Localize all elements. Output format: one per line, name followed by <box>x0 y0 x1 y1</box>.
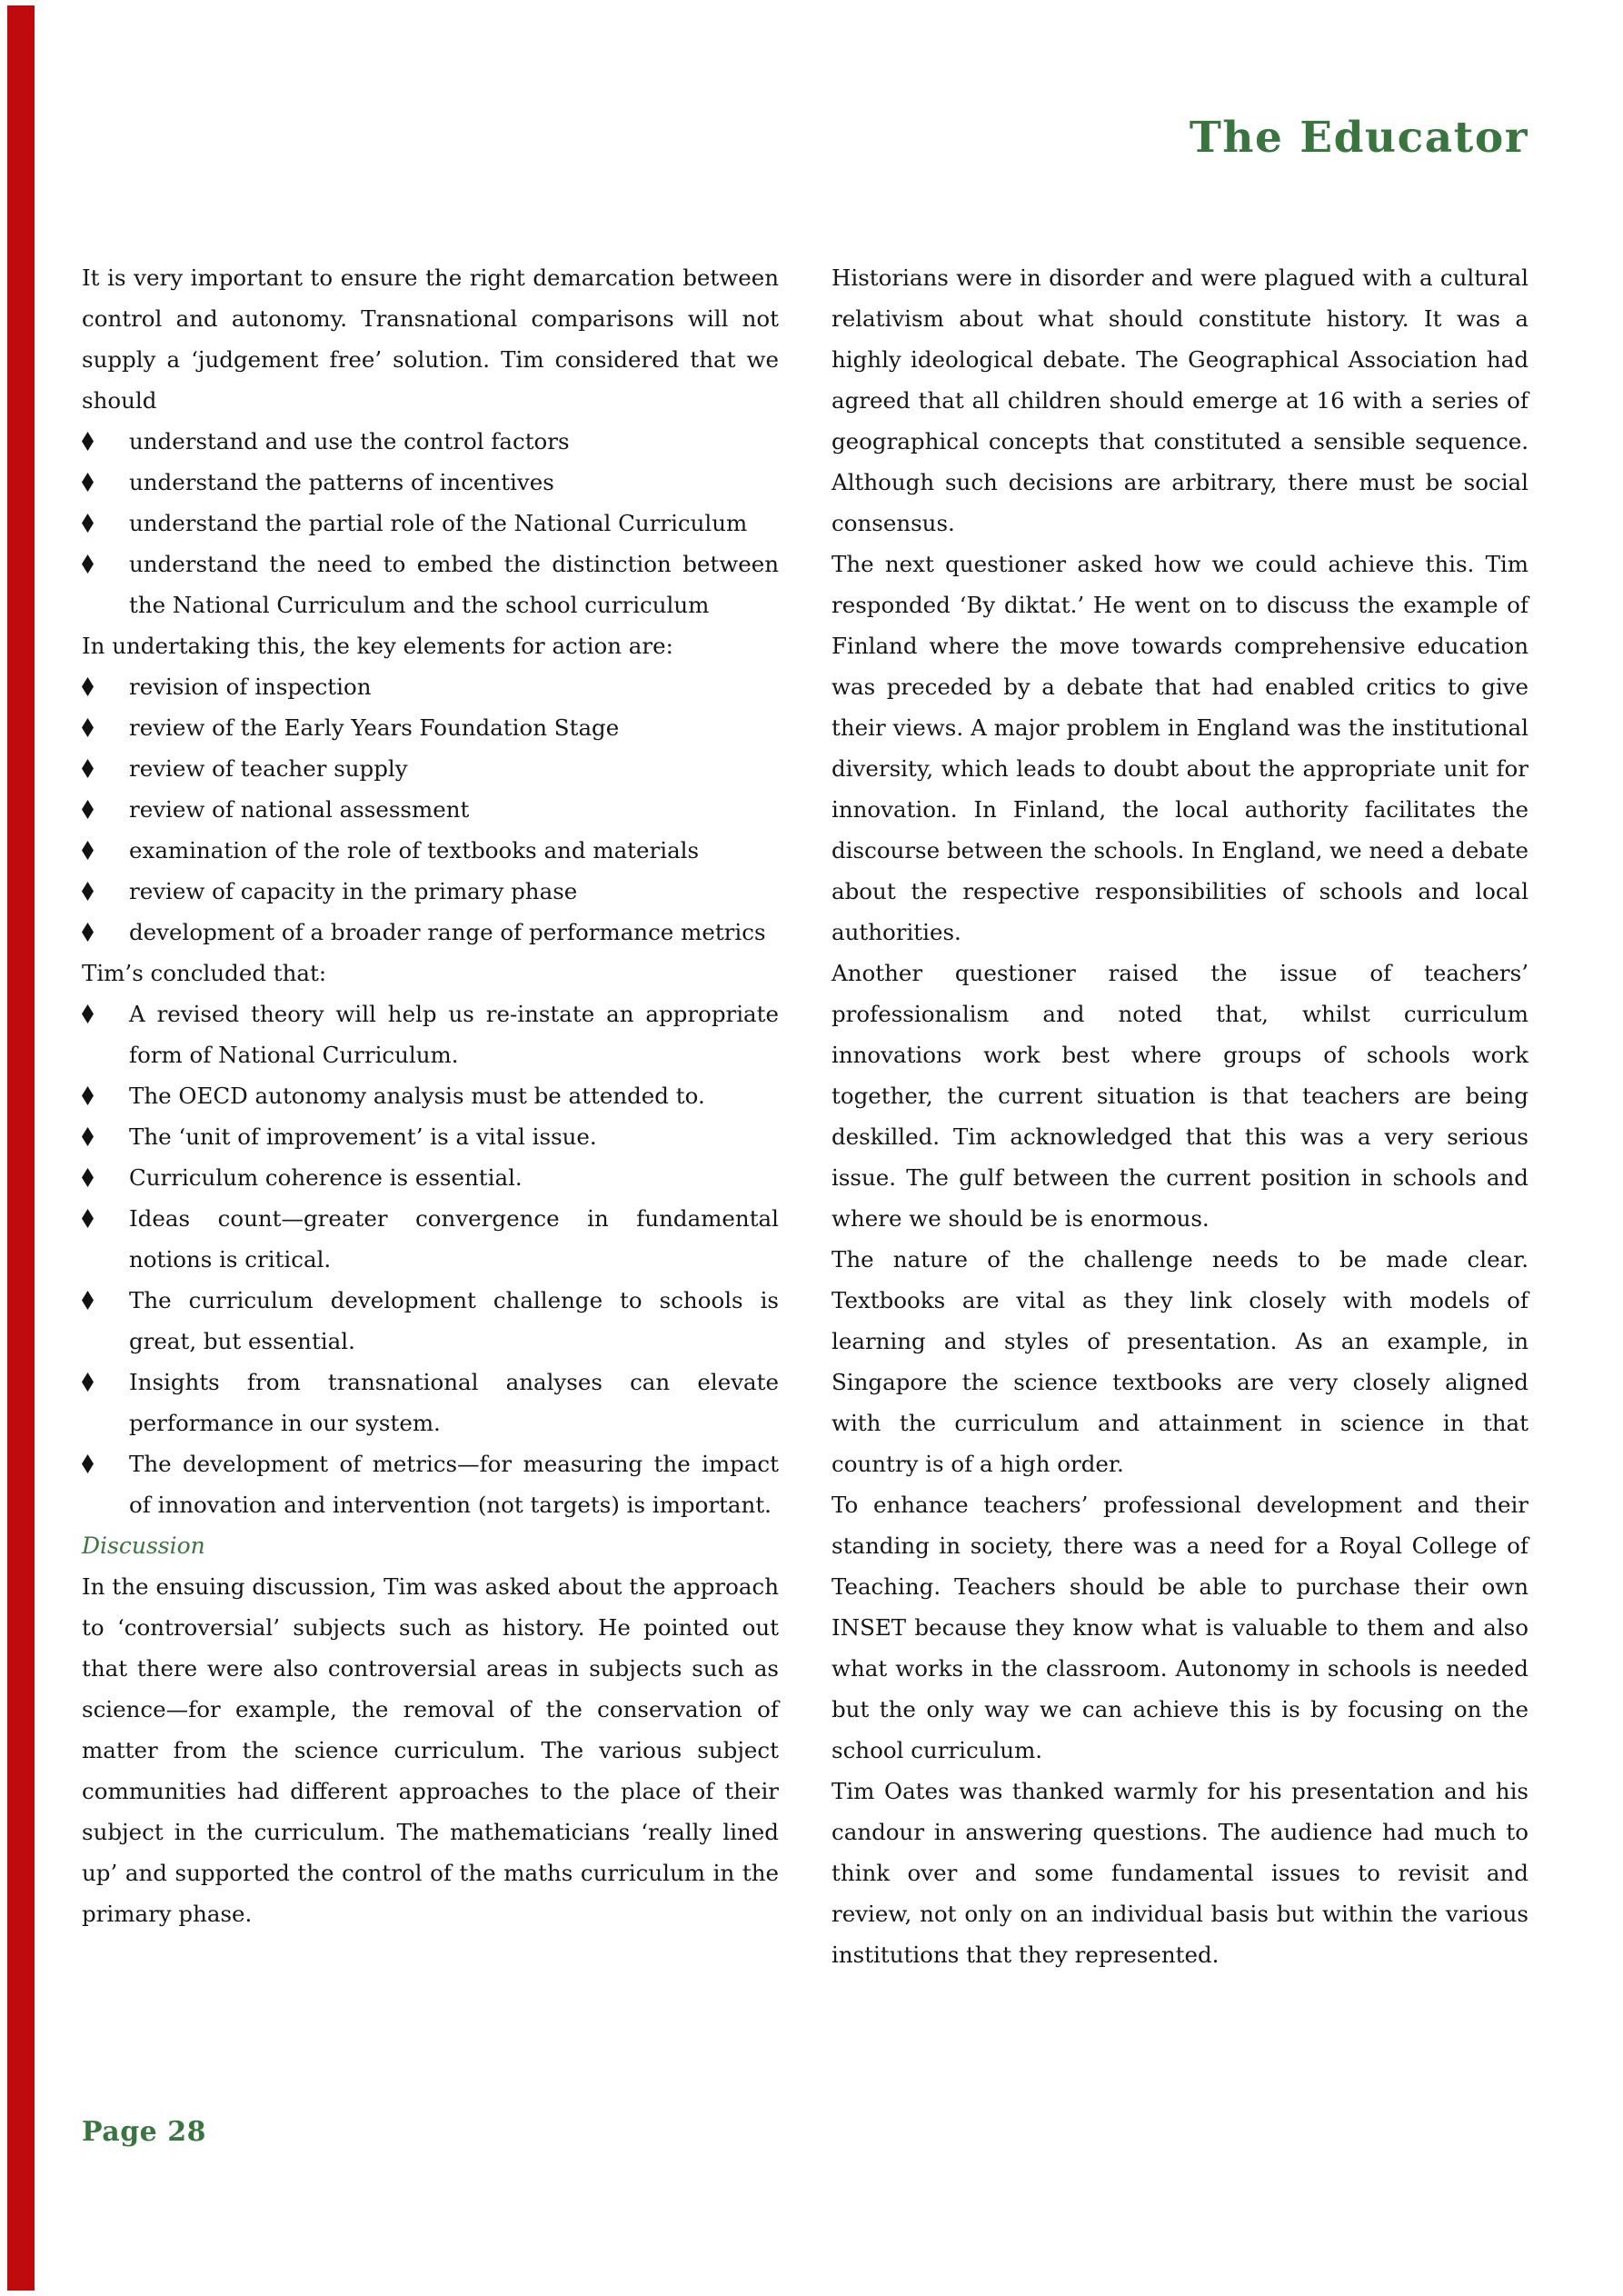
page-number: Page 28 <box>82 2116 206 2148</box>
bullet-text: The ‘unit of improvement’ is a vital issue. <box>129 1123 597 1150</box>
conclusions-lead: Tim’s concluded that: <box>82 960 327 986</box>
bullet-text: revision of inspection <box>129 674 372 700</box>
bullet-text: understand the patterns of incentives <box>129 469 554 495</box>
diamond-bullet-icon <box>82 432 94 451</box>
list-item <box>82 503 779 544</box>
diamond-bullet-icon <box>82 882 94 901</box>
bullet-text: A revised theory will help us re-instate an appropriate form of National Curriculum. <box>129 1001 779 1068</box>
bullet-text: understand the need to embed the distinction between the National Curriculum and the school curriculum <box>129 551 779 618</box>
diamond-bullet-icon <box>82 514 94 533</box>
diamond-bullet-icon <box>82 1086 94 1105</box>
two-column-body <box>82 257 1528 1975</box>
bullet-text: The development of metrics—for measuring the impact of innovation and intervention (not targets) is important. <box>129 1451 779 1518</box>
diamond-bullet-icon <box>82 1004 94 1023</box>
list-item <box>82 666 779 707</box>
bullet-text: The OECD autonomy analysis must be attended to. <box>129 1083 705 1109</box>
list-item <box>82 462 779 503</box>
bullet-text: examination of the role of textbooks and materials <box>129 837 700 863</box>
diamond-bullet-icon <box>82 554 94 574</box>
list-item <box>82 871 779 912</box>
bullet-text: development of a broader range of performance metrics <box>129 919 766 945</box>
list-item <box>82 1075 779 1116</box>
diamond-bullet-icon <box>82 473 94 492</box>
list-item <box>82 544 779 625</box>
list-item <box>82 912 779 953</box>
list-item <box>82 1157 779 1198</box>
diamond-bullet-icon <box>82 1373 94 1392</box>
actions-lead: In undertaking this, the key elements for action are: <box>82 633 673 659</box>
bullet-text: review of capacity in the primary phase <box>129 878 578 904</box>
bullet-text: The curriculum development challenge to schools is great, but essential. <box>129 1287 779 1354</box>
bullet-text: review of teacher supply <box>129 755 408 782</box>
bullet-list-actions <box>82 666 779 953</box>
paragraph: The next questioner asked how we could achieve this. Tim responded ‘By diktat.’ He went on to discuss the example of Finland where the move towards comprehensive education was preceded by a debate that had enabled critics to give their views. A major problem in England was the institutional diversity, which leads to doubt about the appropriate unit for innovation. In Finland, the local authority facilitates the discourse between the schools. In England, we need a debate about the respective responsibilities of schools and local authorities. <box>831 551 1528 945</box>
right-column <box>831 257 1528 1975</box>
diamond-bullet-icon <box>82 718 94 737</box>
list-item <box>82 1443 779 1525</box>
list-item <box>82 1280 779 1362</box>
list-item <box>82 707 779 748</box>
paragraph: The nature of the challenge needs to be made clear. Textbooks are vital as they link closely with models of learning and styles of presentation. As an example, in Singapore the science textbooks are very closely aligned with the curriculum and attainment in science in that country is of a high order. <box>831 1246 1528 1477</box>
bullet-text: Ideas count—greater convergence in fundamental notions is critical. <box>129 1205 779 1273</box>
bullet-list-understand <box>82 421 779 625</box>
bullet-list-conclusions <box>82 993 779 1525</box>
paragraph: Historians were in disorder and were plagued with a cultural relativism about what should constitute history. It was a highly ideological debate. The Geographical Association had agreed that all children should emerge at 16 with a series of geographical concepts that constituted a sensible sequence. Although such decisions are arbitrary, there must be social consensus. <box>831 265 1528 536</box>
paragraph: Tim Oates was thanked warmly for his presentation and his candour in answering questions. The audience had much to think over and some fundamental issues to revisit and review, not only on an individual basis but within the various institutions that they represented. <box>831 1778 1528 1968</box>
page-title: The Educator <box>1189 113 1528 163</box>
diamond-bullet-icon <box>82 1454 94 1473</box>
diamond-bullet-icon <box>82 841 94 860</box>
list-item <box>82 748 779 789</box>
diamond-bullet-icon <box>82 759 94 778</box>
diamond-bullet-icon <box>82 1209 94 1228</box>
list-item <box>82 789 779 830</box>
discussion-paragraph: In the ensuing discussion, Tim was asked about the approach to ‘controversial’ subjects such as history. He pointed out that there were also controversial areas in subjects such as science—for example, the removal of the conservation of matter from the science curriculum. The various subject communities had different approaches to the place of their subject in the curriculum. The mathematicians ‘really lined up’ and supported the control of the maths curriculum in the primary phase. <box>82 1573 779 1927</box>
bullet-text: understand and use the control factors <box>129 428 570 454</box>
list-item <box>82 1198 779 1280</box>
diamond-bullet-icon <box>82 1127 94 1146</box>
list-item <box>82 1362 779 1443</box>
left-column <box>82 257 779 1975</box>
bullet-text: Insights from transnational analyses can elevate performance in our system. <box>129 1369 779 1436</box>
diamond-bullet-icon <box>82 677 94 696</box>
paragraph: To enhance teachers’ professional development and their standing in society, there was a need for a Royal College of Teaching. Teachers should be able to purchase their own INSET because they know what is valuable to them and also what works in the classroom. Autonomy in schools is needed but the only way we can achieve this is by focusing on the school curriculum. <box>831 1492 1528 1763</box>
diamond-bullet-icon <box>82 1291 94 1310</box>
intro-paragraph: It is very important to ensure the right demarcation between control and autonomy. Transnational comparisons will not supply a ‘judgement free’ solution. Tim considered that we should <box>82 265 779 414</box>
list-item <box>82 830 779 871</box>
list-item <box>82 1116 779 1157</box>
bullet-text: Curriculum coherence is essential. <box>129 1164 523 1191</box>
discussion-heading: Discussion <box>82 1532 205 1559</box>
bullet-text: review of the Early Years Foundation Stage <box>129 714 620 741</box>
diamond-bullet-icon <box>82 923 94 942</box>
bullet-text: review of national assessment <box>129 796 470 823</box>
list-item <box>82 993 779 1075</box>
diamond-bullet-icon <box>82 800 94 819</box>
list-item <box>82 421 779 462</box>
bullet-text: understand the partial role of the National Curriculum <box>129 510 748 536</box>
diamond-bullet-icon <box>82 1168 94 1187</box>
paragraph: Another questioner raised the issue of teachers’ professionalism and noted that, whilst curriculum innovations work best where groups of schools work together, the current situation is that teachers are being deskilled. Tim acknowledged that this was a very serious issue. The gulf between the current position in schools and where we should be is enormous. <box>831 960 1528 1232</box>
page-edge-bar <box>7 5 35 2291</box>
